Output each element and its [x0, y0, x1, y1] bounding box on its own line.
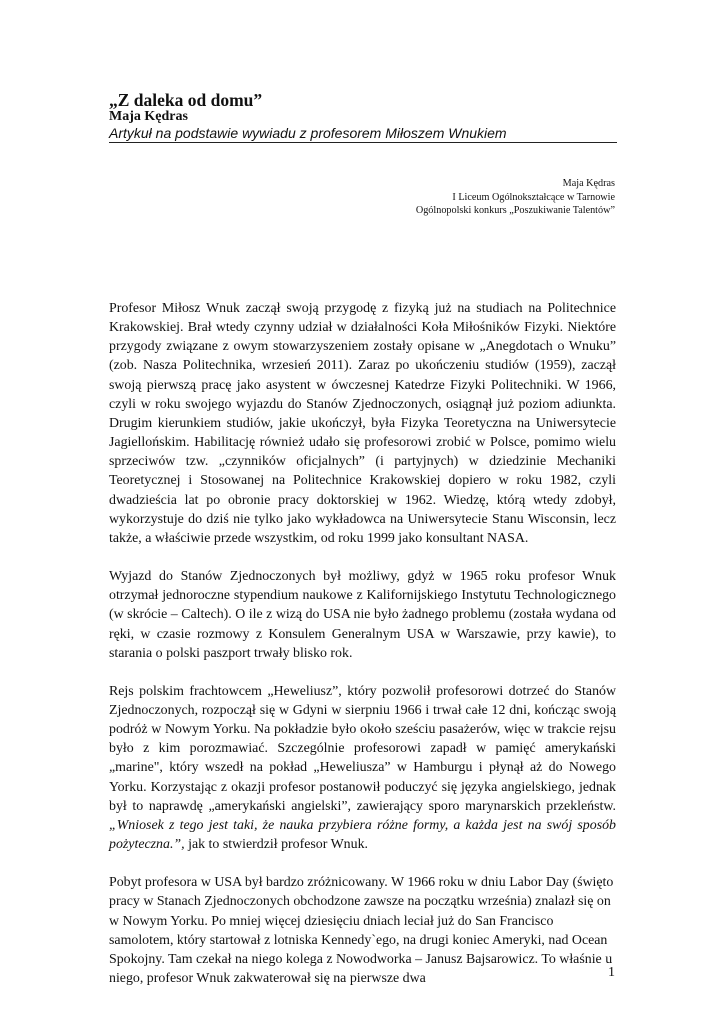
- affiliation-contest: Ogólnopolski konkurs „Poszukiwanie Talentów”: [415, 205, 615, 216]
- article-title: „Z daleka od domu”: [109, 90, 263, 110]
- article-body: [109, 299, 616, 1007]
- article-subtitle: Artykuł na podstawie wywiadu z profesorem Miłoszem Wnukiem: [109, 125, 507, 141]
- page-number: 1: [608, 965, 615, 980]
- author-name: Maja Kędras: [109, 109, 188, 124]
- paragraph-1: Profesor Miłosz Wnuk zaczął swoją przygodę z fizyką już na studiach na Politechnice Krakowskiej. Brał wtedy czynny udział w działalności Koła Miłośników Fizyki. Niektóre przygody związane z owym stowarzyszeniem zostały opisane w „Anegdotach o Wnuku” (zob. Nasza Politechnika, wrzesień 2011). Zaraz po ukończeniu studiów (1959), zaczął swoją pierwszą pracę jako asystent w ówczesnej Katedrze Fizyki Politechniki. W 1966, czyli w roku swojego wyjazdu do Stanów Zjednoczonych, osiągnął już poziom adiunkta. Drugim kierunkiem studiów, jakie ukończył, była Fizyka Teoretyczna na Uniwersytecie Jagiellońskim. Habilitację również udało się profesorowi zrobić w Polsce, pomimo wielu sprzeciwów tzw. „czynników oficjalnych” (i partyjnych) w dziedzinie Mechaniki Teoretycznej i Stosowanej na Politechnice Krakowskiej dopiero w roku 1982, czyli dwadzieścia lat po obronie pracy doktorskiej w 1962. Wiedzę, którą wtedy zdobył, wykorzystuje do dziś nie tylko jako wykładowca na Uniwersytecie Stanu Wisconsin, lecz także, a właściwie przede wszystkim, od roku 1999 jako konsultant NASA.: [109, 301, 616, 546]
- affiliation-school: I Liceum Ogólnokształcące w Tarnowie: [452, 191, 615, 203]
- paragraph-2: Wyjazd do Stanów Zjednoczonych był możliwy, gdyż w 1965 roku profesor Wnuk otrzymał jednoroczne stypendium naukowe z Kalifornijskiego Instytutu Technologicznego (w skrócie – Caltech). O ile z wizą do USA nie było żadnego problemu (została wydana od ręki, w czasie rozmowy z Konsulem Generalnym USA w Warszawie, przy kawie), to starania o polski paszport trwały blisko rok.: [109, 569, 616, 661]
- paragraph-3-quote: „Wniosek z tego jest taki, że nauka przybiera różne formy, a każda jest na swój sposób pożyteczna.”,: [109, 817, 616, 853]
- affiliation-block: [416, 177, 615, 218]
- paragraph-3: [109, 682, 616, 854]
- paragraph-3-end: jak to stwierdził profesor Wnuk.: [184, 837, 368, 853]
- paragraph-4: Pobyt profesora w USA był bardzo zróżnicowany. W 1966 roku w dniu Labor Day (święto pracy w Stanach Zjednoczonych obchodzone zawsze na początku września) znalazł się on w Nowym Yorku. Po mniej więcej dziesięciu dniach leciał już do San Francisco samolotem, który startował z lotniska Kennedy`ego, na drugi koniec Ameryki, nad Ocean Spokojny. Tam czekał na niego kolega z Nowodworka – Janusz Bajsarowicz. To właśnie u niego, profesor Wnuk zakwaterował się na pierwsze dwa: [109, 875, 614, 986]
- header-divider: [109, 142, 617, 143]
- affiliation-author: Maja Kędras: [562, 178, 615, 189]
- paragraph-3-text: Rejs polskim frachtowcem „Heweliusz”, który pozwolił profesorowi dotrzeć do Stanów Zjednoczonych, rozpoczął się w Gdyni w sierpniu 1966 i trwał całe 12 dni, kończąc swoją podróż w Nowym Yorku. Na pokładzie było około sześciu pasażerów, więc w trakcie rejsu było z kim porozmawiać. Szczególnie profesorowi zapadł w pamięć amerykański „marine", który wszedł na pokład „Heweliusza” w Hamburgu i płynął aż do Nowego Yorku. Korzystając z okazji profesor postanowił poduczyć się języka angielskiego, jednak był to naprawdę „amerykański angielski”, zawierający sporo marynarskich przekleństw.: [109, 683, 616, 814]
